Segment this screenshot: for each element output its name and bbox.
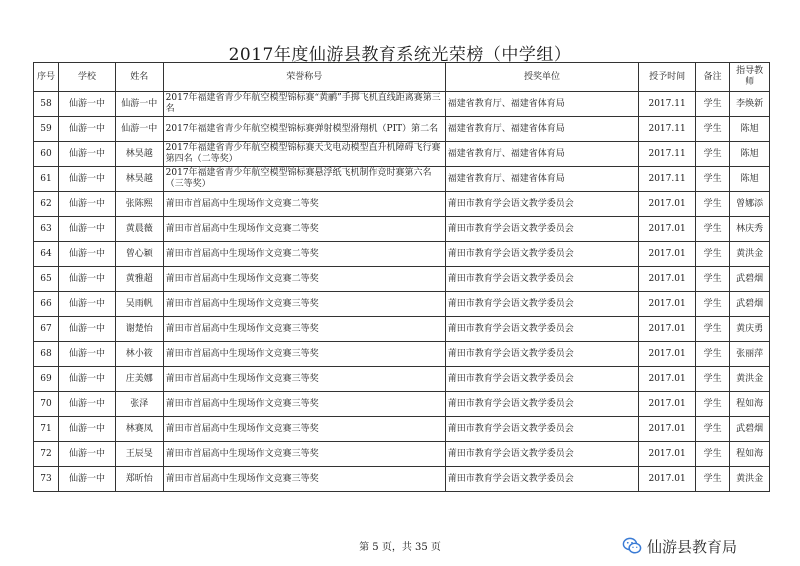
cell-teacher: 黄洪金 <box>730 367 770 392</box>
cell-date: 2017.01 <box>639 392 696 417</box>
cell-school: 仙游一中 <box>59 142 116 167</box>
table-row <box>34 317 770 342</box>
cell-name: 谢楚怡 <box>115 317 163 342</box>
header-date: 授予时间 <box>639 63 696 92</box>
header-unit: 授奖单位 <box>445 63 638 92</box>
cell-note: 学生 <box>696 367 730 392</box>
cell-unit: 莆田市教育学会语文教学委员会 <box>445 367 638 392</box>
cell-school: 仙游一中 <box>59 167 116 192</box>
cell-note: 学生 <box>696 417 730 442</box>
cell-no: 67 <box>34 317 59 342</box>
table-header-row <box>34 63 770 92</box>
cell-school: 仙游一中 <box>59 117 116 142</box>
cell-school: 仙游一中 <box>59 467 116 492</box>
cell-honor: 莆田市首届高中生现场作文竞赛三等奖 <box>163 292 445 317</box>
cell-no: 58 <box>34 92 59 117</box>
cell-note: 学生 <box>696 117 730 142</box>
cell-name: 林小筱 <box>115 342 163 367</box>
cell-name: 张泽 <box>115 392 163 417</box>
table-row <box>34 342 770 367</box>
cell-name: 林昊越 <box>115 167 163 192</box>
table-row <box>34 467 770 492</box>
cell-honor: 莆田市首届高中生现场作文竞赛三等奖 <box>163 417 445 442</box>
cell-school: 仙游一中 <box>59 342 116 367</box>
wechat-icon <box>622 537 642 555</box>
cell-note: 学生 <box>696 442 730 467</box>
cell-date: 2017.01 <box>639 242 696 267</box>
header-no: 序号 <box>34 63 59 92</box>
header-note: 备注 <box>696 63 730 92</box>
cell-no: 64 <box>34 242 59 267</box>
cell-school: 仙游一中 <box>59 317 116 342</box>
cell-no: 71 <box>34 417 59 442</box>
cell-no: 73 <box>34 467 59 492</box>
cell-unit: 莆田市教育学会语文教学委员会 <box>445 317 638 342</box>
cell-name: 仙游一中 <box>115 117 163 142</box>
header-honor: 荣誉称号 <box>163 63 445 92</box>
cell-honor: 莆田市首届高中生现场作文竞赛三等奖 <box>163 317 445 342</box>
cell-name: 王辰旻 <box>115 442 163 467</box>
cell-date: 2017.11 <box>639 117 696 142</box>
cell-date: 2017.01 <box>639 467 696 492</box>
cell-honor: 莆田市首届高中生现场作文竞赛三等奖 <box>163 392 445 417</box>
table-row <box>34 192 770 217</box>
cell-teacher: 陈旭 <box>730 167 770 192</box>
cell-unit: 莆田市教育学会语文教学委员会 <box>445 442 638 467</box>
cell-honor: 2017年福建省青少年航空模型锦标赛悬浮纸飞机制作竞时赛第六名（三等奖） <box>163 167 445 192</box>
cell-name: 庄美娜 <box>115 367 163 392</box>
cell-teacher: 陈旭 <box>730 117 770 142</box>
cell-school: 仙游一中 <box>59 442 116 467</box>
cell-teacher: 黄洪金 <box>730 467 770 492</box>
cell-school: 仙游一中 <box>59 367 116 392</box>
cell-honor: 莆田市首届高中生现场作文竞赛三等奖 <box>163 442 445 467</box>
cell-honor: 莆田市首届高中生现场作文竞赛三等奖 <box>163 467 445 492</box>
table-row <box>34 242 770 267</box>
cell-teacher: 张丽萍 <box>730 342 770 367</box>
cell-date: 2017.11 <box>639 167 696 192</box>
table-row <box>34 92 770 117</box>
cell-date: 2017.11 <box>639 142 696 167</box>
cell-name: 黄晨薇 <box>115 217 163 242</box>
cell-name: 吴雨帆 <box>115 292 163 317</box>
cell-teacher: 曾娜添 <box>730 192 770 217</box>
table-row <box>34 142 770 167</box>
cell-unit: 福建省教育厅、福建省体育局 <box>445 92 638 117</box>
cell-school: 仙游一中 <box>59 417 116 442</box>
cell-no: 65 <box>34 267 59 292</box>
cell-honor: 莆田市首届高中生现场作文竞赛三等奖 <box>163 367 445 392</box>
cell-school: 仙游一中 <box>59 392 116 417</box>
cell-note: 学生 <box>696 167 730 192</box>
watermark-text: 仙游县教育局 <box>647 537 738 556</box>
cell-unit: 莆田市教育学会语文教学委员会 <box>445 342 638 367</box>
cell-teacher: 程如海 <box>730 442 770 467</box>
cell-honor: 2017年福建省青少年航空模型锦标赛弹射模型滑翔机（PIT）第二名 <box>163 117 445 142</box>
page-footer: 第 5 页，共 35 页 <box>359 542 441 553</box>
cell-date: 2017.01 <box>639 267 696 292</box>
cell-note: 学生 <box>696 317 730 342</box>
cell-date: 2017.01 <box>639 292 696 317</box>
cell-note: 学生 <box>696 342 730 367</box>
cell-no: 70 <box>34 392 59 417</box>
cell-honor: 2017年福建省青少年航空模型锦标赛“黄鹂”手掷飞机直线距离赛第三名 <box>163 92 445 117</box>
cell-name: 仙游一中 <box>115 92 163 117</box>
table-row <box>34 392 770 417</box>
table-row <box>34 367 770 392</box>
cell-school: 仙游一中 <box>59 242 116 267</box>
cell-name: 张陈熙 <box>115 192 163 217</box>
cell-unit: 福建省教育厅、福建省体育局 <box>445 117 638 142</box>
cell-no: 69 <box>34 367 59 392</box>
cell-school: 仙游一中 <box>59 292 116 317</box>
cell-honor: 莆田市首届高中生现场作文竞赛二等奖 <box>163 267 445 292</box>
cell-date: 2017.01 <box>639 342 696 367</box>
cell-date: 2017.01 <box>639 417 696 442</box>
header-name: 姓名 <box>115 63 163 92</box>
cell-no: 68 <box>34 342 59 367</box>
cell-honor: 莆田市首届高中生现场作文竞赛二等奖 <box>163 242 445 267</box>
cell-teacher: 李焕新 <box>730 92 770 117</box>
cell-name: 郑昕怡 <box>115 467 163 492</box>
cell-note: 学生 <box>696 142 730 167</box>
cell-note: 学生 <box>696 292 730 317</box>
cell-no: 60 <box>34 142 59 167</box>
cell-note: 学生 <box>696 467 730 492</box>
cell-date: 2017.01 <box>639 317 696 342</box>
cell-unit: 福建省教育厅、福建省体育局 <box>445 167 638 192</box>
cell-note: 学生 <box>696 392 730 417</box>
cell-school: 仙游一中 <box>59 192 116 217</box>
cell-note: 学生 <box>696 92 730 117</box>
cell-unit: 福建省教育厅、福建省体育局 <box>445 142 638 167</box>
table-row <box>34 417 770 442</box>
table-row <box>34 292 770 317</box>
cell-unit: 莆田市教育学会语文教学委员会 <box>445 217 638 242</box>
cell-note: 学生 <box>696 192 730 217</box>
cell-note: 学生 <box>696 267 730 292</box>
cell-note: 学生 <box>696 217 730 242</box>
cell-unit: 莆田市教育学会语文教学委员会 <box>445 417 638 442</box>
cell-no: 72 <box>34 442 59 467</box>
table-body <box>34 92 770 492</box>
cell-teacher: 黄洪金 <box>730 242 770 267</box>
cell-school: 仙游一中 <box>59 267 116 292</box>
cell-date: 2017.01 <box>639 217 696 242</box>
watermark-brand <box>622 536 737 556</box>
cell-no: 66 <box>34 292 59 317</box>
cell-no: 59 <box>34 117 59 142</box>
table-row <box>34 217 770 242</box>
cell-unit: 莆田市教育学会语文教学委员会 <box>445 467 638 492</box>
cell-unit: 莆田市教育学会语文教学委员会 <box>445 267 638 292</box>
cell-teacher: 林庆秀 <box>730 217 770 242</box>
table-row <box>34 117 770 142</box>
table-row <box>34 167 770 192</box>
table-row <box>34 267 770 292</box>
cell-teacher: 武碧烟 <box>730 292 770 317</box>
cell-no: 61 <box>34 167 59 192</box>
cell-no: 63 <box>34 217 59 242</box>
cell-honor: 莆田市首届高中生现场作文竞赛二等奖 <box>163 192 445 217</box>
cell-unit: 莆田市教育学会语文教学委员会 <box>445 192 638 217</box>
cell-school: 仙游一中 <box>59 92 116 117</box>
cell-school: 仙游一中 <box>59 217 116 242</box>
cell-date: 2017.01 <box>639 367 696 392</box>
cell-honor: 莆田市首届高中生现场作文竞赛三等奖 <box>163 342 445 367</box>
cell-unit: 莆田市教育学会语文教学委员会 <box>445 392 638 417</box>
cell-teacher: 陈旭 <box>730 142 770 167</box>
cell-teacher: 程如海 <box>730 392 770 417</box>
cell-name: 林昊越 <box>115 142 163 167</box>
cell-date: 2017.01 <box>639 192 696 217</box>
cell-unit: 莆田市教育学会语文教学委员会 <box>445 242 638 267</box>
table-row <box>34 442 770 467</box>
header-school: 学校 <box>59 63 116 92</box>
cell-note: 学生 <box>696 242 730 267</box>
cell-name: 林赛凤 <box>115 417 163 442</box>
cell-teacher: 武碧烟 <box>730 267 770 292</box>
header-teacher: 指导教师 <box>730 63 770 92</box>
page-title: 2017年度仙游县教育系统光荣榜（中学组） <box>228 45 572 65</box>
cell-honor: 莆田市首届高中生现场作文竞赛二等奖 <box>163 217 445 242</box>
honor-roll-table <box>33 62 770 492</box>
cell-unit: 莆田市教育学会语文教学委员会 <box>445 292 638 317</box>
cell-name: 黄雅超 <box>115 267 163 292</box>
cell-no: 62 <box>34 192 59 217</box>
cell-name: 曾心颖 <box>115 242 163 267</box>
cell-honor: 2017年福建省青少年航空模型锦标赛天戈电动模型直升机障碍飞行赛第四名（二等奖） <box>163 142 445 167</box>
cell-date: 2017.01 <box>639 442 696 467</box>
cell-date: 2017.11 <box>639 92 696 117</box>
cell-teacher: 黄庆勇 <box>730 317 770 342</box>
cell-teacher: 武碧烟 <box>730 417 770 442</box>
